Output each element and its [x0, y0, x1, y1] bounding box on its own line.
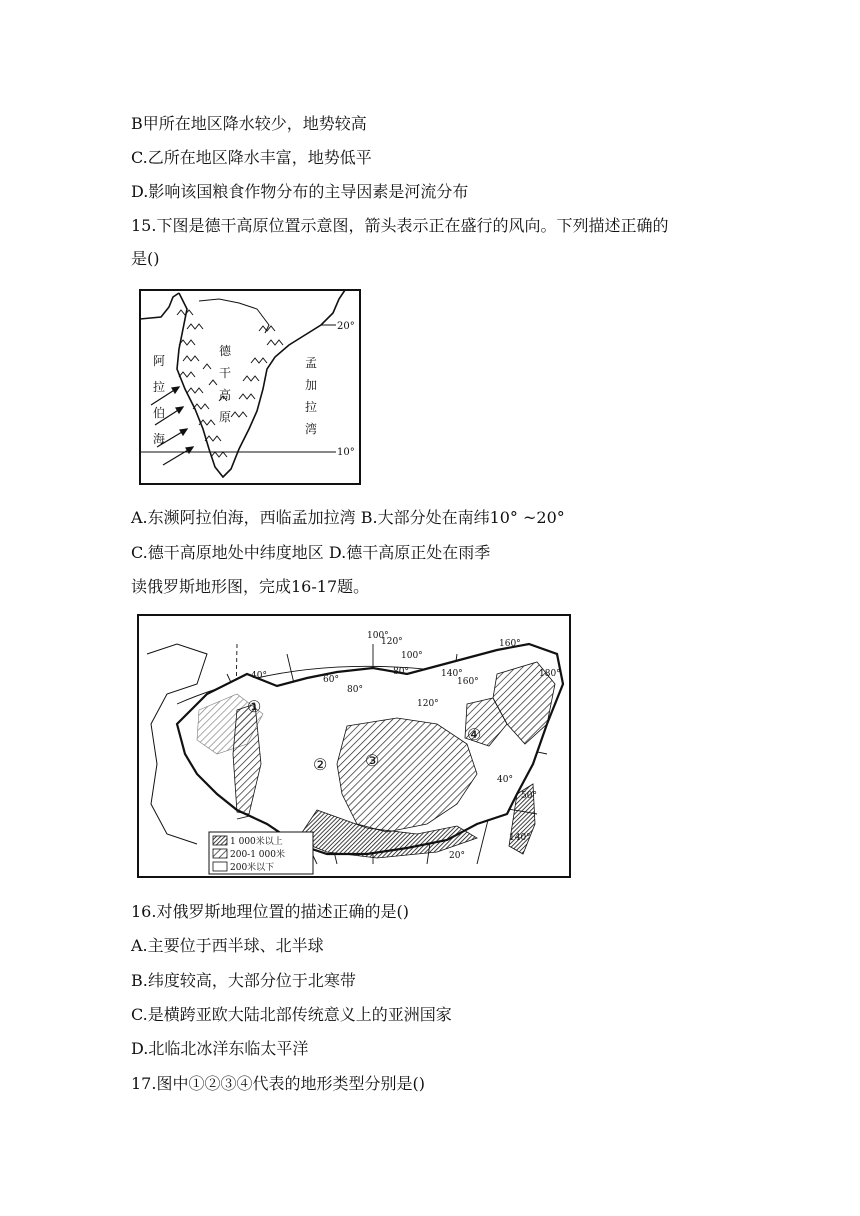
deg-label-3: 80° [347, 685, 363, 695]
deg-label-15: 50° [521, 791, 537, 801]
map-legend [209, 832, 313, 874]
deg-label-1: 100° [367, 631, 389, 641]
question-16-stem: 16.对俄罗斯地理位置的描述正确的是() [131, 902, 409, 921]
question-16-option-c: C.是横跨亚欧大陆北部传统意义上的亚洲国家 [131, 1005, 452, 1024]
deccan-char-3: 高 [219, 388, 232, 402]
lat-20-label: 20° [337, 321, 355, 332]
question-17-stem: 17.图中①②③④代表的地形类型分别是() [131, 1074, 425, 1093]
arabian-sea-char-1: 阿 [153, 354, 166, 368]
deccan-char-4: 原 [219, 410, 232, 424]
deg-label-7: 140° [441, 669, 463, 679]
region-label-2: ② [313, 755, 328, 774]
deccan-char-1: 德 [219, 344, 232, 358]
arabian-sea-char-3: 伯 [153, 406, 166, 420]
bengal-char-4: 湾 [305, 422, 318, 436]
option-c-14: C.乙所在地区降水丰富，地势低平 [131, 148, 372, 167]
arabian-sea-char-2: 拉 [153, 380, 166, 394]
arabian-sea-char-4: 海 [153, 432, 166, 446]
russia-map-intro: 读俄罗斯地形图，完成16-17题。 [131, 577, 370, 596]
legend-mid: 200-1 000米 [230, 850, 285, 860]
deg-label-14: 20° [449, 851, 465, 861]
deccan-map [139, 289, 361, 489]
region-label-3: ③ [365, 751, 380, 770]
deg-label-10: 160° [499, 639, 521, 649]
bengal-char-2: 加 [305, 378, 318, 392]
deg-label-2: 60° [323, 675, 339, 685]
deg-label-5: 100° [401, 651, 423, 661]
bengal-char-3: 拉 [305, 400, 318, 414]
question-15-options-ab: A.东濒阿拉伯海，西临孟加拉湾 B.大部分处在南纬10° ~20° [131, 508, 565, 527]
question-16-option-a: A.主要位于西半球、北半球 [131, 936, 324, 955]
deg-label-13: 120° [381, 637, 403, 647]
question-15-stem: 15.下图是德干高原位置示意图，箭头表示正在盛行的风向。下列描述正确的 [131, 216, 669, 235]
deg-label-12: 140° [509, 833, 531, 843]
question-15-options-cd: C.德干高原地处中纬度地区 D.德干高原正处在雨季 [131, 543, 491, 562]
region-label-4: ④ [467, 725, 482, 744]
bengal-char-1: 孟 [305, 356, 318, 370]
question-16-option-b: B.纬度较高，大部分位于北寒带 [131, 971, 356, 990]
option-b-14: B甲所在地区降水较少，地势较高 [131, 114, 367, 133]
region-label-1: ① [247, 697, 262, 716]
legend-high: 1 000米以上 [230, 837, 283, 847]
legend-low: 200米以下 [230, 863, 275, 873]
russia-map [137, 614, 571, 882]
deg-label-11: 180° [539, 669, 561, 679]
question-15-stem-cont: 是() [131, 249, 160, 268]
question-16-option-d: D.北临北冰洋东临太平洋 [131, 1039, 309, 1058]
deg-label-9: 40° [251, 671, 267, 681]
deg-label-16: 40° [497, 775, 513, 785]
deg-label-8: 160° [457, 677, 479, 687]
lat-10-label: 10° [337, 447, 355, 458]
option-d-14: D.影响该国粮食作物分布的主导因素是河流分布 [131, 182, 469, 201]
deg-label-4: 80° [393, 667, 409, 677]
deg-label-6: 120° [417, 699, 439, 709]
deccan-char-2: 干 [219, 366, 232, 380]
